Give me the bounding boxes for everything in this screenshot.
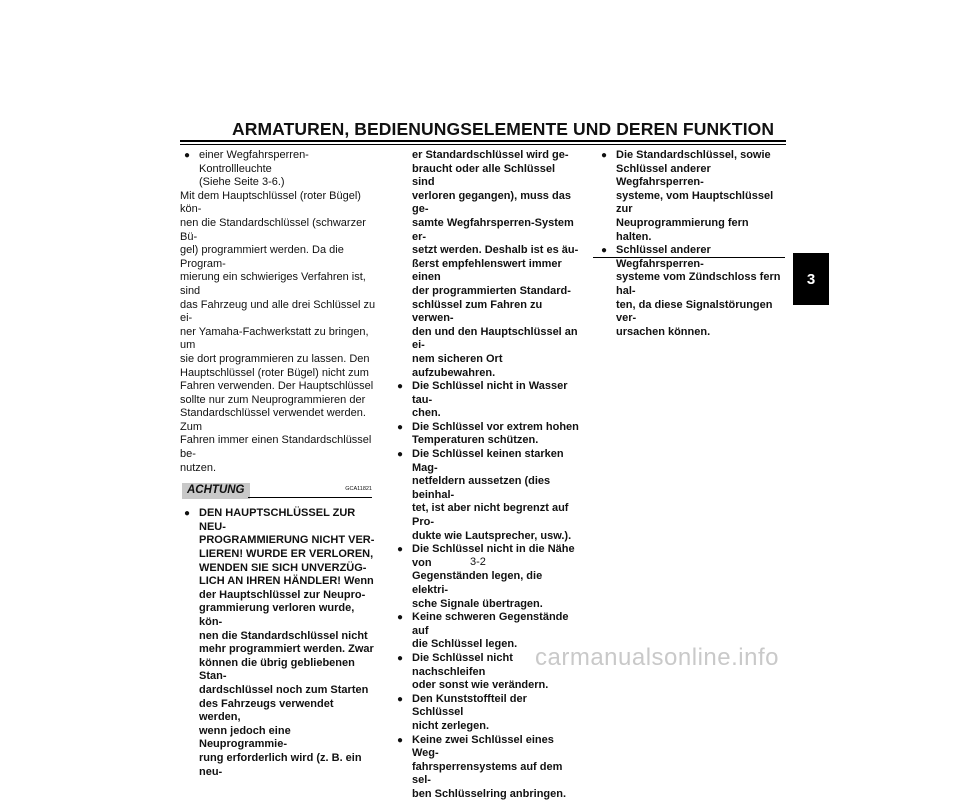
text-line: das Fahrzeug und alle drei Schlüssel zu ei- [180, 298, 376, 325]
text-line: ben Schlüsselring anbringen. [412, 787, 567, 800]
text-line: samte Wegfahrsperren-System er- [412, 216, 574, 243]
text-line: Fahren immer einen Standardschlüssel be- [180, 434, 372, 461]
bullet-icon: ● [397, 449, 404, 461]
list-item [597, 244, 787, 339]
bullet-icon: ● [397, 381, 404, 393]
text-line: Die Schlüssel nicht nachschleifen [412, 651, 513, 678]
list-item [180, 149, 376, 190]
bullet-icon: ● [601, 245, 608, 257]
text-line: rung erforderlich wird (z. B. ein neu- [199, 751, 362, 778]
text-line: dukte wie Lautsprecher, usw.). [412, 529, 572, 542]
text-line: wenn jedoch eine Neuprogrammie- [199, 724, 291, 751]
text-line: ursachen können. [616, 325, 711, 338]
text-line: nutzen. [180, 461, 217, 474]
watermark: carmanualsonline.info [535, 644, 779, 671]
bullet-icon: ● [397, 612, 404, 624]
list-item [393, 734, 579, 802]
list-item [393, 448, 579, 543]
bullet-icon: ● [184, 508, 191, 520]
bullet-icon: ● [397, 421, 404, 433]
text-line: Die Schlüssel keinen starken Mag- [412, 448, 564, 474]
text-line: er Standardschlüssel wird ge- [412, 149, 569, 161]
text-line: DEN HAUPTSCHLÜSSEL ZUR NEU- [199, 507, 356, 533]
text-line: den und den Hauptschlüssel an ei- [412, 325, 578, 352]
header-rule-top [180, 140, 786, 142]
text-line: sollte nur zum Neuprogrammieren der [180, 393, 366, 406]
text-line: ten, da diese Signalstörungen ver- [616, 298, 773, 325]
text-line: Gegenständen legen, die elektri- [412, 570, 543, 596]
text-line: ner Yamaha-Fachwerkstatt zu bringen, um [180, 325, 369, 352]
text-line: gel) programmiert werden. Da die Program- [180, 244, 344, 270]
text-line: fahrsperrensystems auf dem sel- [412, 760, 563, 787]
text-line: mehr programmiert werden. Zwar [199, 643, 374, 656]
page-header-title: ARMATUREN, BEDIENUNGSELEMENTE UND DEREN FUNKTION [232, 119, 775, 139]
text-line: einer Wegfahrsperren-Kontrollleuchte [199, 149, 309, 175]
warning-end-rule [593, 257, 785, 258]
text-line: Die Schlüssel nicht in die Nähe von [412, 543, 575, 569]
text-line: können die übrig gebliebenen Stan- [199, 656, 355, 683]
bullet-icon: ● [397, 693, 404, 705]
text-line: der programmierten Standard- [412, 284, 571, 297]
text-line: setzt werden. Deshalb ist es äu- [412, 244, 579, 257]
list-item [393, 421, 579, 448]
list-item [393, 693, 579, 734]
text-line: Den Kunststoffteil der Schlüssel [412, 692, 527, 719]
achtung-rule [248, 497, 372, 498]
text-line: der Hauptschlüssel zur Neupro- [199, 588, 366, 601]
text-line: PROGRAMMIERUNG NICHT VER- [199, 534, 375, 547]
page-number: 3-2 [470, 556, 486, 568]
warning-continuation [393, 149, 579, 380]
text-line: LICH AN IHREN HÄNDLER! Wenn [199, 575, 374, 588]
text-line: (Siehe Seite 3-6.) [199, 176, 285, 189]
bullet-icon: ● [397, 544, 404, 556]
text-line: schlüssel zum Fahren zu verwen- [412, 298, 543, 325]
column-3 [597, 149, 787, 339]
text-line: WENDEN SIE SICH UNVERZÜG- [199, 561, 367, 574]
text-line: die Schlüssel legen. [412, 638, 518, 651]
text-line: nem sicheren Ort aufzubewahren. [412, 352, 503, 379]
text-line: verloren gegangen), muss das ge- [412, 189, 571, 216]
text-line: Keine schweren Gegenstände auf [412, 611, 569, 637]
text-line: LIEREN! WURDE ER VERLOREN, [199, 548, 374, 561]
chapter-tab [793, 253, 829, 305]
text-line: mierung ein schwieriges Verfahren ist, sind [180, 271, 366, 297]
list-item [393, 380, 579, 421]
warning-item [180, 507, 376, 779]
text-line: nicht zerlegen. [412, 719, 490, 732]
text-line: dardschlüssel noch zum Starten [199, 683, 369, 696]
text-line: Keine zwei Schlüssel eines Weg- [412, 733, 554, 760]
bullet-icon: ● [397, 734, 404, 746]
column-2 [393, 149, 579, 802]
bullet-icon: ● [601, 150, 608, 161]
text-line: des Fahrzeugs verwendet werden, [199, 697, 334, 724]
bullet-icon: ● [184, 150, 191, 161]
text-line: Standardschlüssel verwendet werden. Zum [180, 407, 366, 433]
text-line: Die Standardschlüssel, sowie [616, 149, 771, 161]
list-item [597, 149, 787, 244]
text-line: Mit dem Hauptschlüssel (roter Bügel) kön- [180, 189, 361, 216]
text-line: Neuprogrammierung fern halten. [616, 216, 749, 243]
text-line: oder sonst wie verändern. [412, 679, 549, 692]
bullet-icon: ● [397, 652, 404, 664]
text-line: Temperaturen schützen. [412, 434, 539, 447]
body-paragraph [180, 190, 376, 475]
text-line: Die Schlüssel vor extrem hohen [412, 420, 579, 433]
column-1 [180, 149, 376, 779]
chapter-tab-label: 3 [806, 270, 816, 288]
text-line: sie dort programmieren zu lassen. Den [180, 352, 370, 365]
text-line: systeme vom Zündschloss fern hal- [616, 271, 781, 297]
achtung-heading [180, 483, 376, 501]
achtung-code: GCA11821 [345, 486, 372, 493]
text-line: braucht oder alle Schlüssel sind [412, 162, 556, 189]
text-line: chen. [412, 407, 441, 420]
list-item [393, 543, 579, 611]
text-line: grammierung verloren wurde, kön- [199, 602, 355, 628]
text-line: Hauptschlüssel (roter Bügel) nicht zum [180, 366, 369, 379]
text-line: ßerst empfehlenswert immer einen [412, 257, 562, 284]
text-line: Die Schlüssel nicht in Wasser tau- [412, 380, 568, 406]
text-line: Fahren verwenden. Der Hauptschlüssel [180, 380, 374, 393]
text-line: nen die Standardschlüssel nicht [199, 629, 368, 642]
text-line: tet, ist aber nicht begrenzt auf Pro- [412, 502, 569, 529]
text-line: netfeldern aussetzen (dies beinhal- [412, 475, 551, 501]
text-line: systeme, vom Hauptschlüssel zur [616, 189, 774, 216]
text-line: nen die Standardschlüssel (schwarzer Bü- [180, 216, 366, 243]
header-rule-bottom [180, 144, 786, 145]
text-line: sche Signale übertragen. [412, 597, 543, 610]
text-line: Schlüssel anderer Wegfahrsperren- [616, 162, 711, 189]
achtung-label: ACHTUNG [182, 483, 250, 499]
text-line: Schlüssel anderer Wegfahrsperren- [616, 244, 711, 270]
